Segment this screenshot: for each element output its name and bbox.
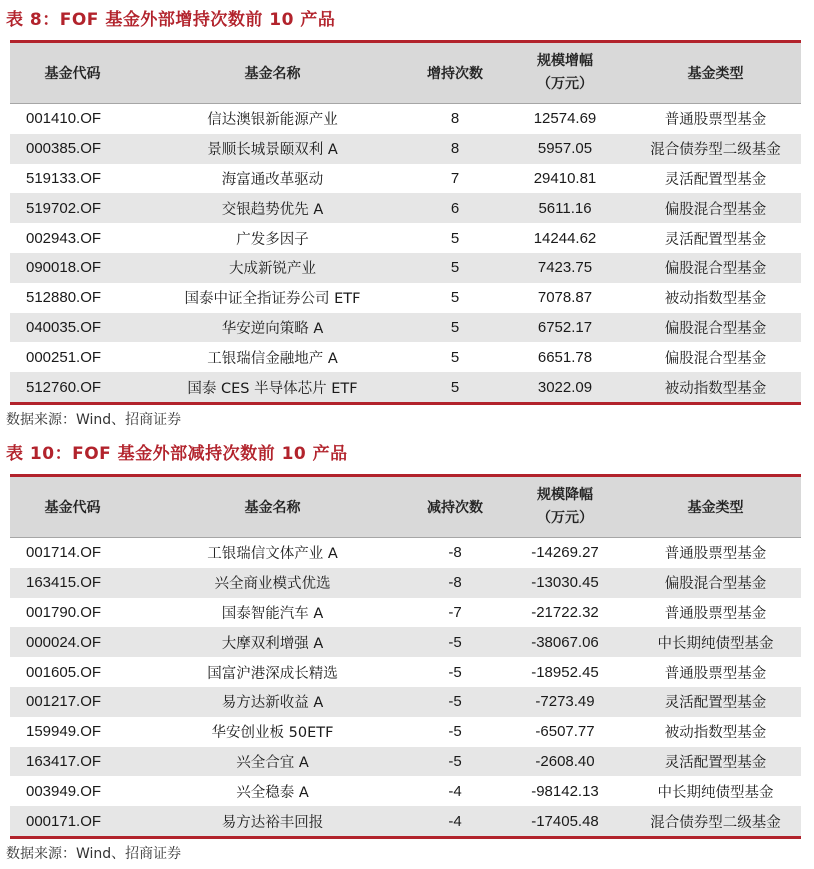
cell-fund-code: 163417.OF (26, 752, 102, 770)
cell-fund-name: 华安逆向策略 A (221, 320, 324, 337)
header-scale-change (500, 53, 630, 93)
cell-scale-change: -7273.49 (535, 693, 595, 711)
cell-fund-name: 交银趋势优先 A (221, 201, 324, 218)
table-row (10, 806, 801, 836)
table-row (10, 104, 801, 134)
cell-count: -8 (448, 574, 462, 592)
cell-fund-name: 兴全商业模式优选 (214, 576, 331, 593)
header-count: 增持次数 (427, 66, 483, 82)
table-header (10, 43, 801, 104)
cell-fund-type: 偏股混合型基金 (664, 576, 767, 593)
table-row (10, 776, 801, 806)
cell-fund-type: 偏股混合型基金 (664, 320, 767, 337)
cell-fund-name: 国泰 CES 半导体芯片 ETF (187, 380, 358, 397)
table-row (10, 372, 801, 402)
header-fund-name: 基金名称 (244, 66, 301, 82)
cell-count: 5 (450, 289, 460, 307)
cell-scale-change: -6507.77 (535, 723, 595, 741)
cell-fund-code: 519702.OF (26, 199, 102, 217)
cell-count: 5 (450, 378, 460, 396)
cell-fund-type: 偏股混合型基金 (664, 350, 767, 367)
data-source: 数据来源：Wind、招商证券 (6, 411, 182, 428)
table-row (10, 283, 801, 313)
header-fund-type: 基金类型 (687, 500, 744, 516)
cell-scale-change: 12574.69 (533, 110, 597, 128)
cell-scale-change: -2608.40 (535, 752, 595, 770)
cell-fund-code: 001605.OF (26, 663, 102, 681)
cell-fund-type: 中长期纯债型基金 (657, 635, 774, 652)
cell-fund-code: 000251.OF (26, 348, 102, 366)
header-count: 减持次数 (427, 500, 483, 516)
cell-fund-type: 偏股混合型基金 (664, 261, 767, 278)
cell-scale-change: 5611.16 (538, 199, 592, 217)
cell-fund-code: 002943.OF (26, 229, 102, 247)
table-row (10, 134, 801, 164)
table-body (10, 538, 801, 836)
cell-fund-code: 000385.OF (26, 140, 102, 158)
cell-count: -5 (448, 723, 462, 741)
cell-fund-code: 163415.OF (26, 574, 102, 592)
cell-fund-name: 易方达新收益 A (221, 695, 324, 712)
cell-scale-change: 6651.78 (537, 348, 593, 366)
table-10-block (0, 434, 814, 869)
cell-fund-name: 大摩双利增强 A (221, 635, 324, 652)
cell-fund-name: 国泰中证全指证券公司 ETF (184, 291, 361, 308)
cell-fund-type: 中长期纯债型基金 (657, 784, 774, 801)
cell-fund-name: 大成新锐产业 (229, 261, 316, 278)
table-title: 表 10：FOF 基金外部减持次数前 10 产品 (6, 444, 348, 464)
header-scale-change-unit: （万元） (537, 76, 593, 92)
cell-fund-code: 001714.OF (26, 544, 102, 562)
header-fund-code: 基金代码 (44, 66, 101, 82)
cell-fund-type: 灵活配置型基金 (664, 754, 767, 771)
header-scale-change-label: 规模降幅 (537, 487, 593, 503)
cell-count: 6 (450, 199, 460, 217)
cell-fund-type: 普通股票型基金 (664, 665, 767, 682)
table-title: 表 8：FOF 基金外部增持次数前 10 产品 (6, 10, 336, 30)
table-row (10, 538, 801, 568)
cell-count: 5 (450, 348, 460, 366)
cell-scale-change: 7078.87 (537, 289, 593, 307)
cell-count: 5 (450, 259, 460, 277)
cell-fund-type: 被动指数型基金 (664, 291, 767, 308)
cell-count: 5 (450, 318, 460, 336)
data-table (10, 474, 801, 839)
cell-scale-change: 29410.81 (533, 169, 597, 187)
cell-count: -7 (448, 603, 462, 621)
table-row (10, 193, 801, 223)
cell-fund-name: 工银瑞信文体产业 A (207, 546, 338, 563)
data-table (10, 40, 801, 405)
cell-fund-name: 信达澳银新能源产业 (207, 112, 338, 129)
table-header (10, 477, 801, 538)
cell-fund-name: 兴全稳泰 A (236, 784, 309, 801)
cell-scale-change: -18952.45 (531, 663, 599, 681)
table-row (10, 747, 801, 777)
table-row (10, 253, 801, 283)
cell-fund-code: 000171.OF (26, 812, 102, 830)
cell-count: 8 (450, 140, 460, 158)
cell-count: 7 (450, 169, 460, 187)
cell-fund-code: 090018.OF (26, 259, 102, 277)
cell-fund-type: 被动指数型基金 (664, 725, 767, 742)
cell-fund-type: 灵活配置型基金 (664, 171, 767, 188)
cell-count: -5 (448, 752, 462, 770)
cell-fund-code: 512880.OF (26, 289, 102, 307)
cell-count: -5 (448, 693, 462, 711)
table-body (10, 104, 801, 402)
cell-fund-code: 000024.OF (26, 633, 102, 651)
cell-fund-name: 国富沪港深成长精选 (207, 665, 338, 682)
table-row (10, 657, 801, 687)
table-row (10, 164, 801, 194)
cell-fund-name: 景顺长城景颐双利 A (207, 142, 338, 159)
cell-fund-name: 易方达裕丰回报 (221, 814, 324, 831)
cell-count: -5 (448, 633, 462, 651)
header-scale-change-unit: （万元） (537, 510, 593, 526)
cell-fund-type: 被动指数型基金 (664, 380, 767, 397)
cell-count: 5 (450, 229, 460, 247)
cell-count: 8 (450, 110, 460, 128)
cell-fund-code: 519133.OF (26, 169, 102, 187)
cell-fund-code: 003949.OF (26, 782, 102, 800)
cell-scale-change: -98142.13 (531, 782, 599, 800)
cell-fund-name: 华安创业板 50ETF (211, 725, 334, 742)
cell-fund-type: 偏股混合型基金 (664, 201, 767, 218)
header-scale-change-label: 规模增幅 (537, 53, 593, 69)
cell-fund-name: 国泰智能汽车 A (221, 605, 324, 622)
header-scale-change (500, 487, 630, 527)
cell-fund-type: 普通股票型基金 (664, 605, 767, 622)
table-row (10, 342, 801, 372)
cell-fund-code: 001790.OF (26, 603, 102, 621)
cell-fund-type: 普通股票型基金 (664, 112, 767, 129)
table-row (10, 598, 801, 628)
cell-scale-change: -21722.32 (531, 603, 599, 621)
cell-fund-type: 混合债券型二级基金 (650, 814, 781, 831)
cell-scale-change: 5957.05 (537, 140, 593, 158)
cell-scale-change: 14244.62 (533, 229, 597, 247)
table-row (10, 627, 801, 657)
cell-fund-type: 混合债券型二级基金 (650, 142, 781, 159)
header-fund-code: 基金代码 (44, 500, 101, 516)
cell-fund-code: 512760.OF (26, 378, 102, 396)
header-fund-name: 基金名称 (244, 500, 301, 516)
cell-fund-code: 159949.OF (26, 723, 102, 741)
cell-fund-code: 001410.OF (26, 110, 102, 128)
cell-count: -5 (448, 663, 462, 681)
cell-scale-change: 3022.09 (537, 378, 593, 396)
cell-scale-change: -38067.06 (531, 633, 599, 651)
cell-count: -4 (448, 812, 462, 830)
cell-fund-code: 001217.OF (26, 693, 102, 711)
cell-fund-name: 海富通改革驱动 (221, 171, 324, 188)
table-row (10, 717, 801, 747)
cell-scale-change: -13030.45 (531, 574, 599, 592)
cell-scale-change: -17405.48 (531, 812, 599, 830)
table-row (10, 313, 801, 343)
cell-scale-change: 7423.75 (537, 259, 593, 277)
cell-fund-type: 灵活配置型基金 (664, 231, 767, 248)
table-row (10, 568, 801, 598)
table-row (10, 223, 801, 253)
cell-fund-type: 普通股票型基金 (664, 546, 767, 563)
table-row (10, 687, 801, 717)
data-source: 数据来源：Wind、招商证券 (6, 845, 182, 862)
cell-count: -4 (448, 782, 462, 800)
cell-fund-code: 040035.OF (26, 318, 102, 336)
cell-scale-change: -14269.27 (531, 544, 599, 562)
cell-count: -8 (448, 544, 462, 562)
cell-fund-name: 兴全合宜 A (236, 754, 309, 771)
cell-scale-change: 6752.17 (537, 318, 593, 336)
cell-fund-type: 灵活配置型基金 (664, 695, 767, 712)
cell-fund-name: 工银瑞信金融地产 A (207, 350, 338, 367)
header-fund-type: 基金类型 (687, 66, 744, 82)
cell-fund-name: 广发多因子 (236, 231, 309, 248)
